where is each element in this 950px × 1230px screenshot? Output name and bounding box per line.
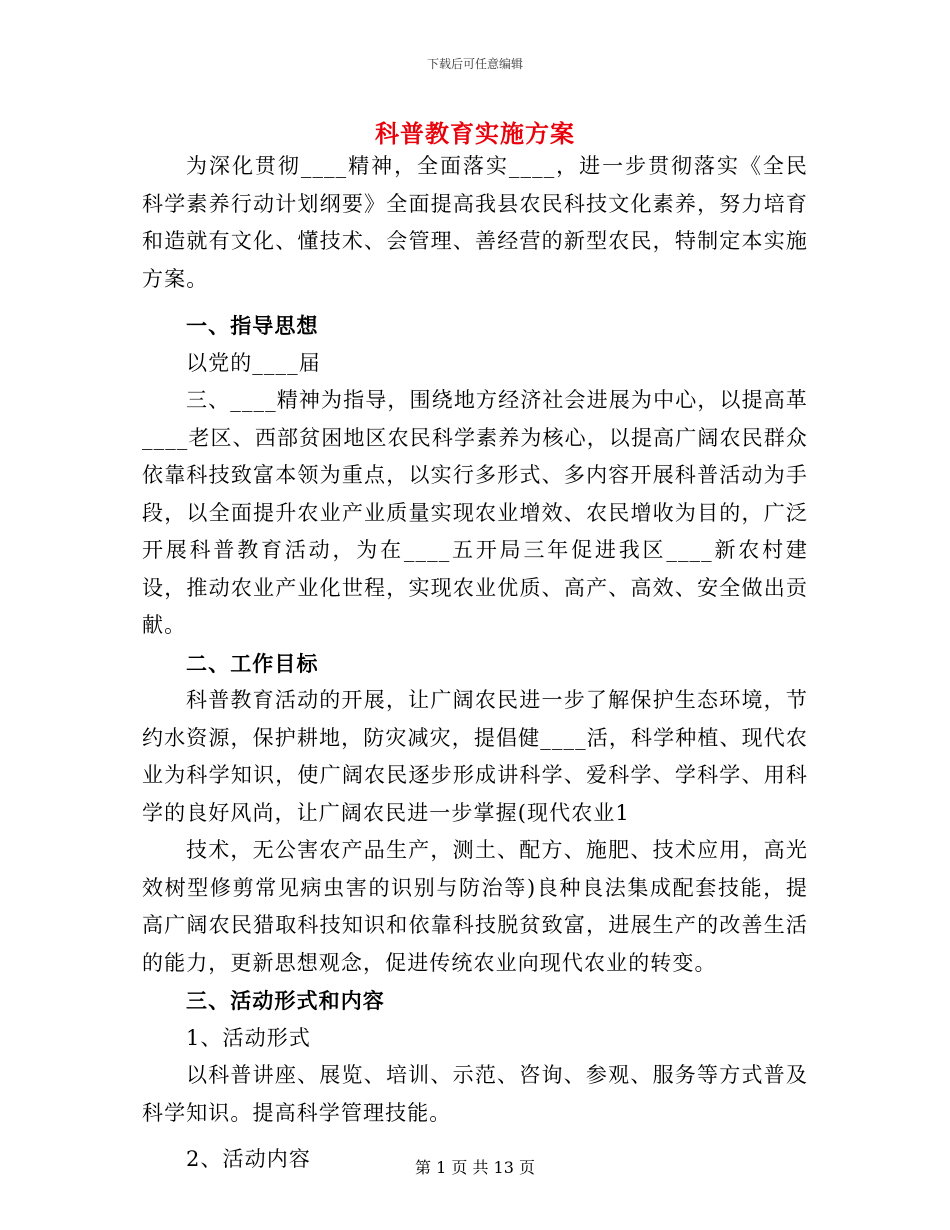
- paragraph: 以科普讲座、展览、培训、示范、咨询、参观、服务等方式普及科学知识。提高科学管理技能。: [142, 1063, 808, 1125]
- paragraph: 三、____精神为指导，围绕地方经济社会进展为中心，以提高革____老区、西部贫困地区农民科学素养为核心，以提高广阔农民群众依靠科技致富本领为重点，以实行多形式、多内容开展科普活动为手段，以全面提升农业产业质量实现农业增效、农民增收为目的，广泛开展科普教育活动，为在____五开局三年促进我区____新农村建设，推动农业产业化世程，实现农业优质、高产、高效、安全做出贡献。: [142, 388, 808, 637]
- document-title: 科普教育实施方案: [375, 119, 575, 148]
- section-heading-activity-forms: 三、活动形式和内容: [186, 988, 385, 1013]
- paragraph: 科普教育活动的开展，让广阔农民进一步了解保护生态环境，节约水资源，保护耕地，防灾减灾，提倡健____活，科学种植、现代农业为科学知识，使广阔农民逐步形成讲科学、爱科学、学科学、用科学的良好风尚，让广阔农民进一步掌握(现代农业1: [142, 688, 808, 825]
- paragraph: 以党的____届: [186, 350, 321, 375]
- intro-paragraph: 为深化贯彻____精神，全面落实____，进一步贯彻落实《全民科学素养行动计划纲要》全面提高我县农民科技文化素养，努力培育和造就有文化、懂技术、会管理、善经营的新型农民，特制定本实施方案。: [142, 154, 808, 291]
- header-note: 下载后可任意编辑: [426, 57, 523, 71]
- section-heading-guiding-ideology: 一、指导思想: [186, 313, 319, 338]
- subheading: 1、活动形式: [186, 1025, 311, 1050]
- section-heading-work-goals: 二、工作目标: [186, 650, 319, 676]
- page-footer: 第 1 页 共 13 页: [415, 1158, 535, 1177]
- subheading: 2、活动内容: [186, 1147, 311, 1171]
- paragraph: 技术，无公害农产品生产，测土、配方、施肥、技术应用，高光效树型修剪常见病虫害的识别与防治等)良种良法集成配套技能，提高广阔农民猎取科技知识和依靠科技脱贫致富，进展生产的改善生活的能力，更新思想观念，促进传统农业向现代农业的转变。: [142, 838, 808, 975]
- document-body: [142, 148, 808, 1179]
